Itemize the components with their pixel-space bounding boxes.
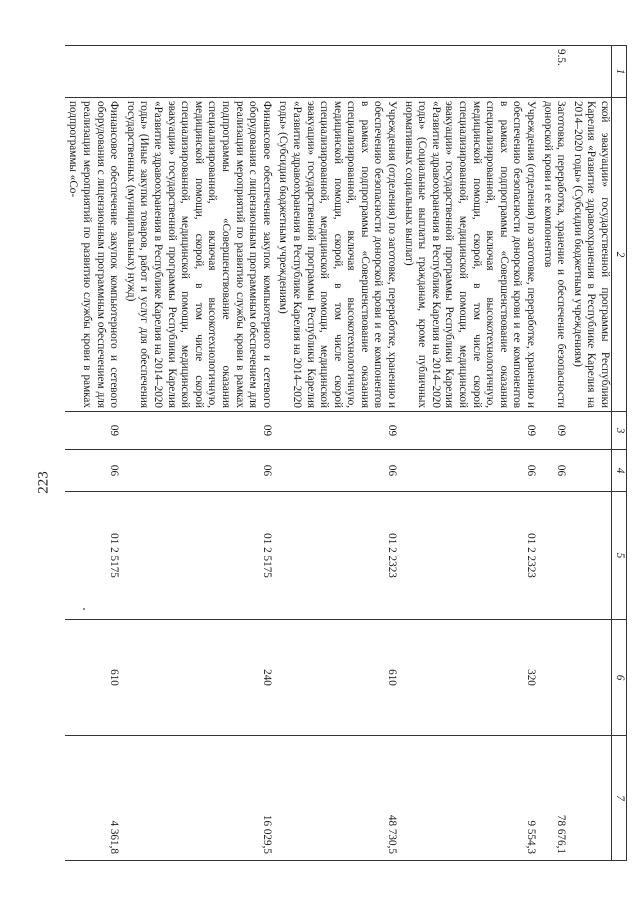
row-number	[122, 46, 275, 98]
row-number: 9.5.	[539, 46, 569, 98]
budget-table-rotated	[67, 45, 627, 860]
row-amount: 78 676,1	[539, 736, 569, 861]
table-row	[539, 46, 569, 861]
header-row	[612, 46, 627, 861]
row-amount: 16 029,5	[122, 736, 275, 861]
col-header-6: 6	[612, 620, 627, 736]
row-subsection: 06	[539, 450, 569, 492]
row-section: 09	[539, 412, 569, 450]
row-description: ской эвакуации» государственной программы Республики Карелия «Развитие здравоохранения в Республике Карелия на 2014–2020 годы» (Субсидии бюджетным учреждениям)	[569, 98, 611, 412]
row-section	[569, 412, 611, 450]
row-target-code	[569, 492, 611, 620]
row-description: Учреждения (отделения) по заготовке, переработке, хранению и обеспечению безопасности донорской крови и ее компонентов в рамках подпрограммы «Совершенствование оказания специализированной, включая высокотехнологичную, медицинской помощи, скорой, в том числе скорой специализированной, медицинской помощи, медицинской эвакуации» государственной программы Республики Карелия «Развитие здравоохранения в Республике Карелия на 2014–2020 годы» (Социальные выплаты гражданам, кроме публичных нормативных социальных выплат)	[400, 98, 539, 412]
col-header-4: 4	[612, 450, 627, 492]
row-amount: 9 554,3	[400, 736, 539, 861]
row-number	[400, 46, 539, 98]
table-row	[122, 46, 275, 861]
row-expense-type	[569, 620, 611, 736]
page-number: 223	[35, 471, 52, 494]
row-target-code	[539, 492, 569, 620]
row-section: 09	[400, 412, 539, 450]
row-target-code: 01 2 2323	[400, 492, 539, 620]
row-expense-type: 240	[122, 620, 275, 736]
row-section: 09	[65, 412, 122, 450]
budget-table	[65, 45, 627, 861]
row-target-code: 01 2 2323	[275, 492, 400, 620]
row-description: Заготовка, переработка, хранение и обеспечение безопасности донорской крови и ее компонентов	[539, 98, 569, 412]
row-subsection: 06	[400, 450, 539, 492]
row-section: 09	[122, 412, 275, 450]
row-amount: 48 730,5	[275, 736, 400, 861]
table-row	[65, 46, 122, 861]
row-amount	[569, 736, 611, 861]
row-section: 09	[275, 412, 400, 450]
row-subsection: 06	[65, 450, 122, 492]
row-expense-type: 320	[400, 620, 539, 736]
col-header-2: 2	[612, 98, 627, 412]
row-expense-type: 610	[275, 620, 400, 736]
col-header-3: 3	[612, 412, 627, 450]
row-description: Финансовое обеспечение закупок компьютерного и сетевого оборудования с лицензионным программным обеспечением для реализации мероприятий по развитию службы крови в рамках подпрограммы «Со-	[65, 98, 122, 412]
col-header-7: 7	[612, 736, 627, 861]
row-number	[65, 46, 122, 98]
table-row	[275, 46, 400, 861]
row-number	[569, 46, 611, 98]
row-target-code: 01 2 5175	[122, 492, 275, 620]
row-expense-type	[539, 620, 569, 736]
row-expense-type: 610	[65, 620, 122, 736]
row-subsection	[569, 450, 611, 492]
table-row	[400, 46, 539, 861]
row-number	[275, 46, 400, 98]
row-target-code: 01 2 5175	[65, 492, 122, 620]
table-row	[569, 46, 611, 861]
row-description: Финансовое обеспечение закупок компьютерного и сетевого оборудования с лицензионным программным обеспечением для реализации мероприятий по развитию службы крови в рамках подпрограммы «Совершенствование оказания специализированной, включая высокотехнологичную, медицинской помощи, скорой, в том числе скорой специализированной, медицинской помощи, медицинской эвакуации» государственной программы Республики Карелия «Развитие здравоохранения в Республике Карелия на 2014–2020 годы» (Иные закупки товаров, работ и услуг для обеспечения государственных (муниципальных) нужд)	[122, 98, 275, 412]
row-amount: 4 361,8	[65, 736, 122, 861]
row-subsection: 06	[275, 450, 400, 492]
row-description: Учреждения (отделения) по заготовке, переработке, хранению и обеспечению безопасности донорской крови и ее компонентов в рамках подпрограммы «Совершенствование оказания специализированной, включая высокотехнологичную, медицинской помощи, скорой, в том числе скорой специализированной, медицинской помощи, медицинской эвакуации» государственной программы Республики Карелия «Развитие здравоохранения в Республике Карелия на 2014–2020 годы» (Субсидии бюджетным учреждениям)	[275, 98, 400, 412]
row-subsection: 06	[122, 450, 275, 492]
col-header-1: 1	[612, 46, 627, 98]
col-header-5: 5	[612, 492, 627, 620]
